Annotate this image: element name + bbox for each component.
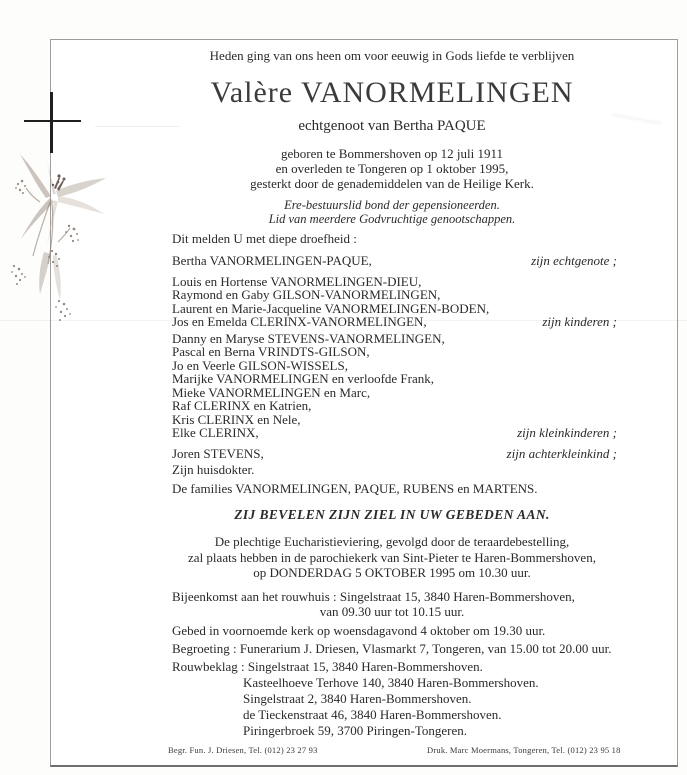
family-row bbox=[172, 332, 617, 346]
family-member-name: Zijn huisdokter. bbox=[172, 462, 255, 477]
family-member-name: Joren STEVENS, bbox=[172, 445, 264, 461]
family-member-name: Pascal en Berna VRINDTS-GILSON, bbox=[172, 344, 370, 359]
birth-line: geboren te Bommershoven op 12 juli 1911 bbox=[281, 146, 503, 161]
family-member-name: Marijke VANORMELINGEN en verloofde Frank, bbox=[172, 371, 434, 386]
family-member-name: Bertha VANORMELINGEN-PAQUE, bbox=[172, 253, 372, 268]
service-line: De plechtige Eucharistieviering, gevolgd door de teraardebestelling, bbox=[214, 534, 570, 549]
gathering-line: Bijeenkomst aan het rouwhuis : Singelstraat 15, 3840 Haren-Bommershoven, bbox=[172, 589, 575, 604]
family-member-name: Danny en Maryse STEVENS-VANORMELINGEN, bbox=[172, 330, 445, 346]
condolence-address: Kasteelhoeve Terhove 140, 3840 Haren-Bommershoven. bbox=[243, 675, 539, 690]
opening-line: Heden ging van ons heen om voor eeuwig in Gods liefde te verblijven bbox=[209, 48, 575, 63]
condolence-line: Rouwbeklag : Singelstraat 15, 3840 Haren-Bommershoven. bbox=[172, 659, 483, 674]
header-block bbox=[107, 49, 677, 226]
evening-prayer-line: Gebed in voornoemde kerk op woensdagavond 4 oktober om 19.30 uur. bbox=[172, 623, 546, 638]
memberships bbox=[107, 198, 677, 226]
family-row bbox=[172, 359, 617, 373]
membership-line: Lid van meerdere Godvruchtige genootschappen. bbox=[268, 212, 516, 226]
family-member-name: Jo en Veerle GILSON-WISSELS, bbox=[172, 357, 348, 373]
family-row bbox=[172, 426, 617, 440]
family-row bbox=[172, 413, 617, 427]
service-line: zal plaats hebben in de parochiekerk van Sint-Pieter te Haren-Bommershoven, bbox=[188, 549, 596, 565]
family-row bbox=[172, 302, 617, 316]
family-row bbox=[172, 386, 617, 400]
funeral-home-credit: Begr. Fun. J. Driesen, Tel. (012) 23 27 93 bbox=[168, 745, 318, 755]
spouse-line: echtgenoot van Bertha PAQUE bbox=[298, 118, 486, 134]
family-row bbox=[172, 275, 617, 289]
life-dates bbox=[107, 146, 677, 191]
family-member-name: Louis en Hortense VANORMELINGEN-DIEU, bbox=[172, 273, 422, 289]
family-row bbox=[172, 372, 617, 386]
family-member-name: Raymond en Gaby GILSON-VANORMELINGEN, bbox=[172, 287, 441, 302]
gathering-time: van 09.30 uur tot 10.15 uur. bbox=[319, 604, 465, 619]
printer-credit: Druk. Marc Moermans, Tongeren, Tel. (012) 23 95 18 bbox=[427, 745, 621, 755]
relation-label: zijn echtgenote ; bbox=[531, 253, 617, 268]
lily-flower-illustration bbox=[6, 136, 118, 326]
condolence-address: de Tieckenstraat 46, 3840 Haren-Bommershoven. bbox=[243, 707, 502, 722]
family-row bbox=[172, 288, 617, 302]
family-row bbox=[172, 447, 617, 461]
family-row bbox=[172, 399, 617, 413]
family-member-name: Jos en Emelda CLERINX-VANORMELINGEN, bbox=[172, 314, 427, 329]
family-row bbox=[172, 254, 617, 268]
membership-line: Ere-bestuurslid bond der gepensioneerden. bbox=[284, 198, 500, 212]
family-member-name: Elke CLERINX, bbox=[172, 425, 259, 440]
sacraments-line: gesterkt door de genademiddelen van de Heilige Kerk. bbox=[250, 176, 534, 191]
deceased-name: Valère VANORMELINGEN bbox=[210, 76, 574, 109]
prayer-invocation: ZIJ BEVELEN ZIJN ZIEL IN UW GEBEDEN AAN. bbox=[234, 507, 550, 522]
family-row bbox=[172, 315, 617, 329]
relation-label: zijn kinderen ; bbox=[542, 314, 617, 329]
family-member-name: Mieke VANORMELINGEN en Marc, bbox=[172, 384, 371, 400]
condolence-addresses bbox=[243, 675, 539, 739]
family-row bbox=[172, 463, 617, 477]
families-line: De families VANORMELINGEN, PAQUE, RUBENS en MARTENS. bbox=[172, 481, 538, 496]
family-member-name: Laurent en Marie-Jacqueline VANORMELINGEN-BODEN, bbox=[172, 300, 490, 316]
cross-icon bbox=[24, 120, 81, 122]
relation-label: zijn achterkleinkind ; bbox=[506, 445, 617, 461]
relation-label: zijn kleinkinderen ; bbox=[517, 425, 617, 440]
announcement-line: Dit melden U met diepe droefheid : bbox=[172, 231, 357, 246]
service-line: op DONDERDAG 5 OKTOBER 1995 om 10.30 uur. bbox=[253, 565, 531, 580]
visitation-line: Begroeting : Funerarium J. Driesen, Vlasmarkt 7, Tongeren, van 15.00 tot 20.00 uur. bbox=[172, 641, 612, 656]
condolence-address: Singelstraat 2, 3840 Haren-Bommershoven. bbox=[243, 691, 472, 706]
family-member-name: Raf CLERINX en Katrien, bbox=[172, 398, 312, 413]
death-line: en overleden te Tongeren op 1 oktober 1995, bbox=[275, 161, 509, 176]
family-member-name: Kris CLERINX en Nele, bbox=[172, 411, 301, 427]
condolence-address: Piringerbroek 59, 3700 Piringen-Tongeren. bbox=[243, 723, 468, 738]
family-list bbox=[172, 254, 617, 477]
funeral-service-details bbox=[107, 534, 677, 581]
family-row bbox=[172, 345, 617, 359]
